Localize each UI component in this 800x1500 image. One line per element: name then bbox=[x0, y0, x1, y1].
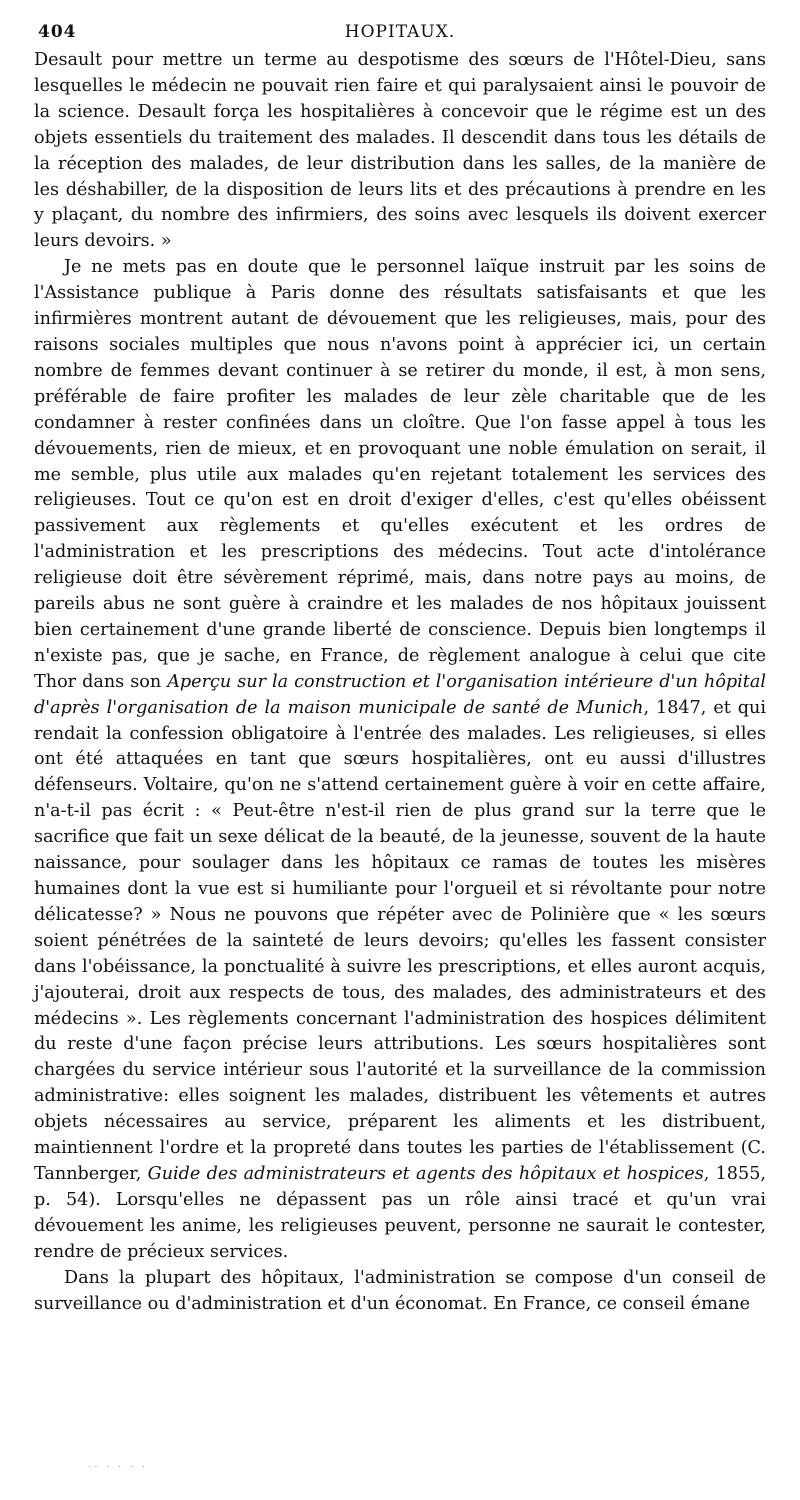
paragraph-p2 bbox=[34, 255, 766, 1265]
page-number: 404 bbox=[38, 22, 77, 42]
italic-title: Guide des administrateurs et agents des hôpitaux et hospices bbox=[147, 1163, 704, 1184]
italic-title: Aperçu sur la construction et l'organisation intérieure d'un hôpital d'après l'organisation de la maison municipale de santé de Munich bbox=[34, 671, 766, 718]
text-run: Dans la plupart des hôpitaux, l'administration se compose d'un conseil de surveillance ou d'administration et d'un économat. En France, ce conseil émane bbox=[34, 1267, 766, 1314]
text-run: , 1847, et qui rendait la confession obligatoire à l'entrée des malades. Les religieuses, si elles ont été attaquées en tant que sœurs hospitalières, ont eu aussi d'illustres défenseurs. Voltaire, qu'on ne s'attend certainement guère à voir en cette affaire, n'a-t-il pas écrit : « Peut-être n'est-il rien de plus grand sur la terre que le sacrifice que fait un sexe délicat de la beauté, de la jeunesse, souvent de la haute naissance, pour soulager dans les hôpitaux ce ramas de toutes les misères humaines dont la vue est si humiliante pour l'orgueil et si révoltante pour notre délicatesse? » Nous ne pouvons que répéter avec de Polinière que « les sœurs soient pénétrées de la sainteté de leurs devoirs; qu'elles les fassent consister dans l'obéissance, la ponctualité à suivre les prescriptions, et elles auront acquis, j'ajouterai, droit aux respects de tous, des malades, des administrateurs et des médecins ». Les règlements concernant l'administration des hospices délimitent du reste d'une façon précise leurs attributions. Les sœurs hospitalières sont chargées du service intérieur sous l'autorité et la surveillance de la commission administrative: elles soignent les malades, distribuent les vêtements et autres objets nécessaires au service, préparent les aliments et les distribuent, maintiennent l'ordre et la propreté dans toutes les parties de l'établissement (C. Tannberger, bbox=[34, 697, 766, 1184]
scan-speckle: ·· · · · · bbox=[88, 1462, 148, 1473]
text-run: , 1855, p. 54). Lorsqu'elles ne dépassent pas un rôle ainsi tracé et qu'un vrai dévouement les anime, les religieuses peuvent, personne ne saurait le contester, rendre de précieux services. bbox=[34, 1163, 766, 1262]
running-title: HOPITAUX. bbox=[344, 22, 456, 42]
text-run: Je ne mets pas en doute que le personnel laïque instruit par les soins de l'Assistance publique à Paris donne des résultats satisfaisants et que les infirmières montrent autant de dévouement que les religieuses, mais, pour des raisons sociales multiples que nous n'avons point à apprécier ici, un certain nombre de femmes devant continuer à se retirer du monde, il est, à mon sens, préférable de faire profiter les malades de leur zèle charitable que de les condamner à rester confinées dans un cloître. Que l'on fasse appel à tous les dévouements, rien de mieux, et en provoquant une noble émulation on serait, il me semble, plus utile aux malades qu'en rejetant totalement les services des religieuses. Tout ce qu'on est en droit d'exiger d'elles, c'est qu'elles obéissent passivement aux règlements et qu'elles exécutent et les ordres de l'administration et les prescriptions des médecins. Tout acte d'intolérance religieuse doit être sévèrement réprimé, mais, dans notre pays au moins, de pareils abus ne sont guère à craindre et les malades de nos hôpitaux jouissent bien certainement d'une grande liberté de conscience. Depuis bien longtemps il n'existe pas, que je sache, en France, de règlement analogue à celui que cite Thor dans son bbox=[34, 257, 766, 692]
body-text bbox=[34, 48, 766, 1317]
text-run: Desault pour mettre un terme au despotisme des sœurs de l'Hôtel-Dieu, sans lesquelles le médecin ne pouvait rien faire et qui paralysaient ainsi le pouvoir de la science. Desault força les hospitalières à concevoir que le régime est un des objets essentiels du traitement des malades. Il descendit dans tous les détails de la réception des malades, de leur distribution dans les salles, de la manière de les déshabiller, de la disposition de leurs lits et des précautions à prendre en les y plaçant, du nombre des infirmiers, des soins avec lesquels ils doivent exercer leurs devoirs. » bbox=[34, 50, 766, 252]
paragraph-p3 bbox=[34, 1266, 766, 1318]
book-page bbox=[34, 18, 766, 1317]
running-head bbox=[34, 18, 766, 48]
paragraph-p1 bbox=[34, 48, 766, 255]
